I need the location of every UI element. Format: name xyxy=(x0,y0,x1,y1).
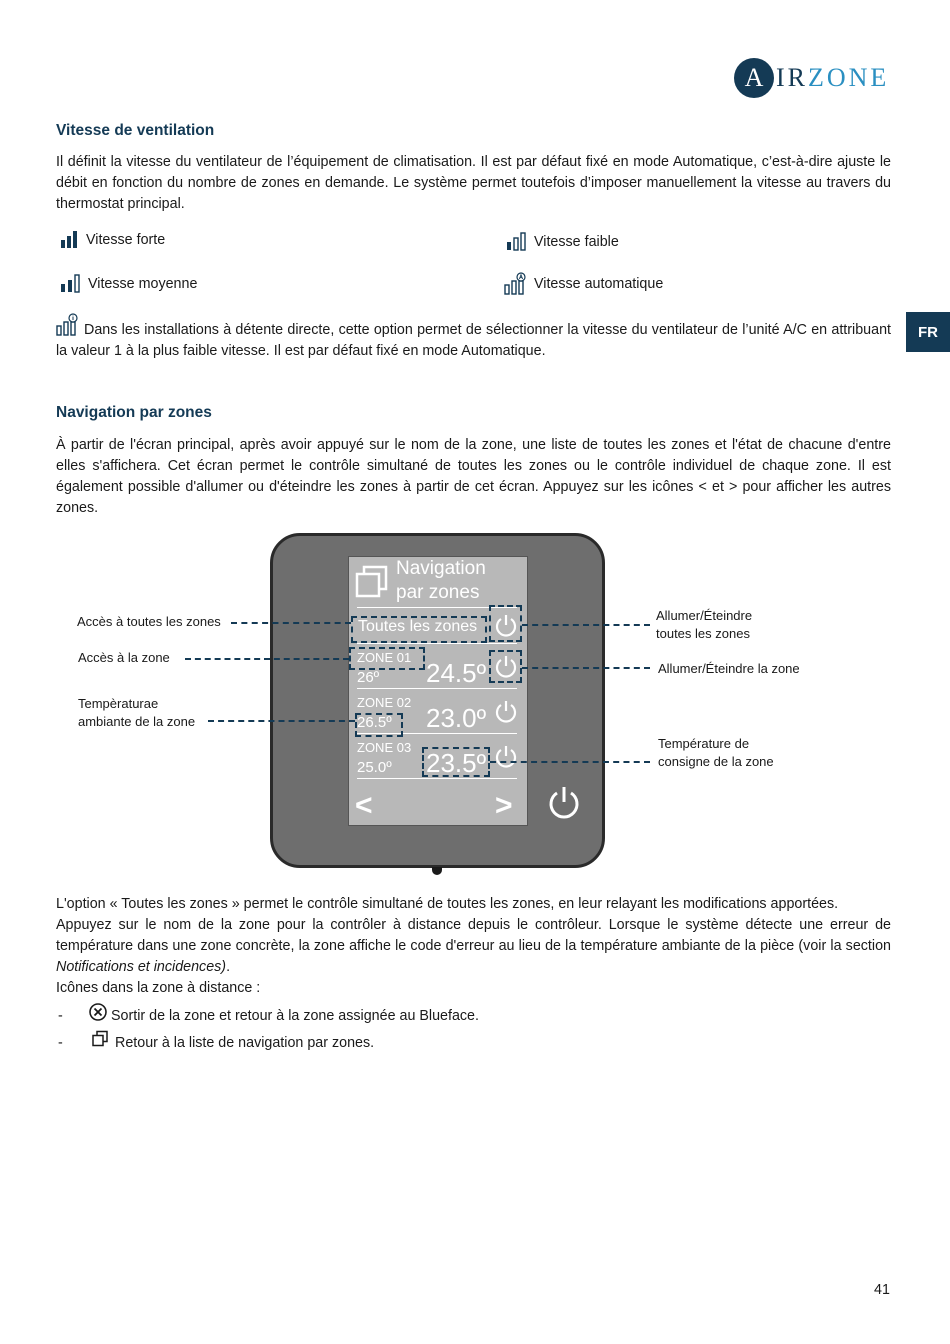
fan-speed-medium-icon xyxy=(60,274,82,294)
info-fan-icon xyxy=(56,313,80,337)
highlight-zone-name xyxy=(349,647,425,670)
page-number: 41 xyxy=(874,1282,890,1298)
callout-setpoint-line1: Température de xyxy=(658,736,750,751)
callout-power-all-line2: toutes les zones xyxy=(656,626,750,641)
zone-1-name[interactable]: ZONE 01 xyxy=(357,650,412,665)
zone-1-ambient: 26º xyxy=(357,669,380,686)
speed-medium xyxy=(60,274,197,294)
speed-auto xyxy=(504,272,663,296)
prev-button[interactable]: < xyxy=(355,789,373,822)
zone-2-name[interactable]: ZONE 02 xyxy=(357,695,412,710)
remote-zone-paragraph xyxy=(56,915,891,978)
fan-speed-auto-icon xyxy=(504,272,528,296)
speed-high-label: Vitesse forte xyxy=(86,232,166,248)
logo-circle xyxy=(734,58,774,98)
zone-1-setpoint[interactable]: 24.5º xyxy=(426,658,487,688)
list-item-text: Sortir de la zone et retour à la zone assignée au Blueface. xyxy=(111,1008,479,1024)
speed-auto-label: Vitesse automatique xyxy=(534,276,664,292)
remote-zone-text: Appuyez sur le nom de la zone pour la contrôler à distance depuis le contrôleur. Lorsque le système détecte une erreur de température dans une zone concrète, la zone affiche le code d'erreur au lieu de la température ambiante de la pièce (voir la section xyxy=(56,917,891,954)
section-title-ventilation: Vitesse de ventilation xyxy=(56,122,215,139)
zones-navigation-icon xyxy=(355,565,389,599)
callout-ambient xyxy=(78,695,195,731)
notifications-reference: Notifications et incidences) xyxy=(56,959,227,975)
ventilation-paragraph: Il définit la vitesse du ventilateur de l’équipement de climatisation. Il est par défaut fixé en mode Automatique, c’est-à-dire ajuste le débit en fonction du nombre de zones en demande. Le système permet toutefois d’imposer manuellement la vitesse au travers du thermostat principal. xyxy=(56,154,891,212)
device-power-icon[interactable] xyxy=(546,785,582,821)
remote-zone-end: . xyxy=(226,959,231,975)
list-item xyxy=(58,1008,479,1024)
airzone-logo xyxy=(734,58,889,98)
list-item xyxy=(58,1035,374,1051)
speed-note-text: Dans les installations à détente directe, cette option permet de sélectionner la vitesse du ventilateur de l’unité A/C en attribuant la valeur 1 à la plus faible vitesse. Il est par défaut fixé en mode Automatique. xyxy=(56,322,891,359)
power-zone-3-icon[interactable] xyxy=(493,744,519,770)
callout-all-zones-access: Accès à toutes les zones xyxy=(77,614,221,629)
screen-divider xyxy=(357,688,517,689)
screen-title-line2: par zones xyxy=(396,582,480,603)
zone-3-name[interactable]: ZONE 03 xyxy=(357,740,412,755)
language-tab: FR xyxy=(906,312,950,352)
fan-speed-low-icon xyxy=(506,232,528,252)
speed-low-label: Vitesse faible xyxy=(534,234,619,250)
callout-ambient-line2: ambiante de la zone xyxy=(78,714,196,729)
callout-power-zone: Allumer/Éteindre la zone xyxy=(658,661,800,676)
logo-ir: IR xyxy=(776,63,808,92)
all-zones-button[interactable]: Toutes les zones xyxy=(358,618,478,635)
callout-setpoint xyxy=(658,735,774,771)
screen-title xyxy=(396,557,486,605)
screen-divider xyxy=(357,643,517,644)
zone-3-setpoint[interactable]: 23.5º xyxy=(426,748,487,778)
speed-high xyxy=(60,230,165,250)
highlight-all-zones xyxy=(351,616,487,643)
screen-divider xyxy=(357,778,517,779)
leader-ambient xyxy=(208,720,355,722)
power-zone-2-icon[interactable] xyxy=(493,699,519,725)
leader-power-zone xyxy=(522,667,650,669)
leader-power-all xyxy=(522,624,650,626)
remote-icons-intro: Icônes dans la zone à distance : xyxy=(56,980,261,996)
list-item-text: Retour à la liste de navigation par zones. xyxy=(115,1035,375,1051)
speed-note xyxy=(56,313,891,362)
navigation-paragraph: À partir de l'écran principal, après avoir appuyé sur le nom de la zone, une liste de toutes les zones et l'état de chacune d'entre elles s'affichera. Cet écran permet le contrôle simultané de toutes les zones ou le contrôle individuel de chaque zone. Il est également possible d'allumer ou d'éteindre les zones à partir de cet écran. Appuyez sur les icônes < et > pour afficher les autres zones. xyxy=(56,437,891,516)
callout-setpoint-line2: consigne de la zone xyxy=(658,754,774,769)
highlight-power-all xyxy=(489,605,522,642)
all-zones-explanation xyxy=(56,894,891,999)
zone-2-ambient: 26.5º xyxy=(357,714,392,731)
leader-zone-access xyxy=(185,658,349,660)
next-button[interactable]: > xyxy=(495,789,513,822)
speed-medium-label: Vitesse moyenne xyxy=(88,276,198,292)
logo-wordmark xyxy=(776,63,889,93)
speed-low xyxy=(506,232,619,252)
zone-3-ambient: 25.0º xyxy=(357,759,392,776)
list-dash: - xyxy=(58,1035,63,1051)
close-circle-icon xyxy=(88,1002,108,1022)
callout-ambient-line1: Tempèraturae xyxy=(78,696,159,711)
callout-power-all xyxy=(656,607,752,643)
zones-list-icon xyxy=(91,1030,109,1048)
device-sensor xyxy=(432,867,442,875)
highlight-ambient xyxy=(355,713,403,737)
highlight-setpoint xyxy=(422,747,490,777)
screen-title-line1: Navigation xyxy=(396,558,486,579)
section-title-navigation: Navigation par zones xyxy=(56,404,212,421)
highlight-power-zone xyxy=(489,650,522,683)
list-dash: - xyxy=(58,1008,63,1024)
leader-setpoint xyxy=(490,761,650,763)
callout-power-all-line1: Allumer/Éteindre xyxy=(656,608,753,623)
logo-zone: ZONE xyxy=(808,63,890,92)
fan-speed-high-icon xyxy=(60,230,80,250)
callout-zone-access: Accès à la zone xyxy=(78,650,170,665)
logo-letter-a: A xyxy=(744,63,764,92)
all-zones-paragraph: L'option « Toutes les zones » permet le contrôle simultané de toutes les zones, en leur relayant les modifications apportées. xyxy=(56,896,839,912)
zone-2-setpoint[interactable]: 23.0º xyxy=(426,703,487,733)
device-screen xyxy=(348,556,528,826)
leader-all-zones xyxy=(231,622,351,624)
